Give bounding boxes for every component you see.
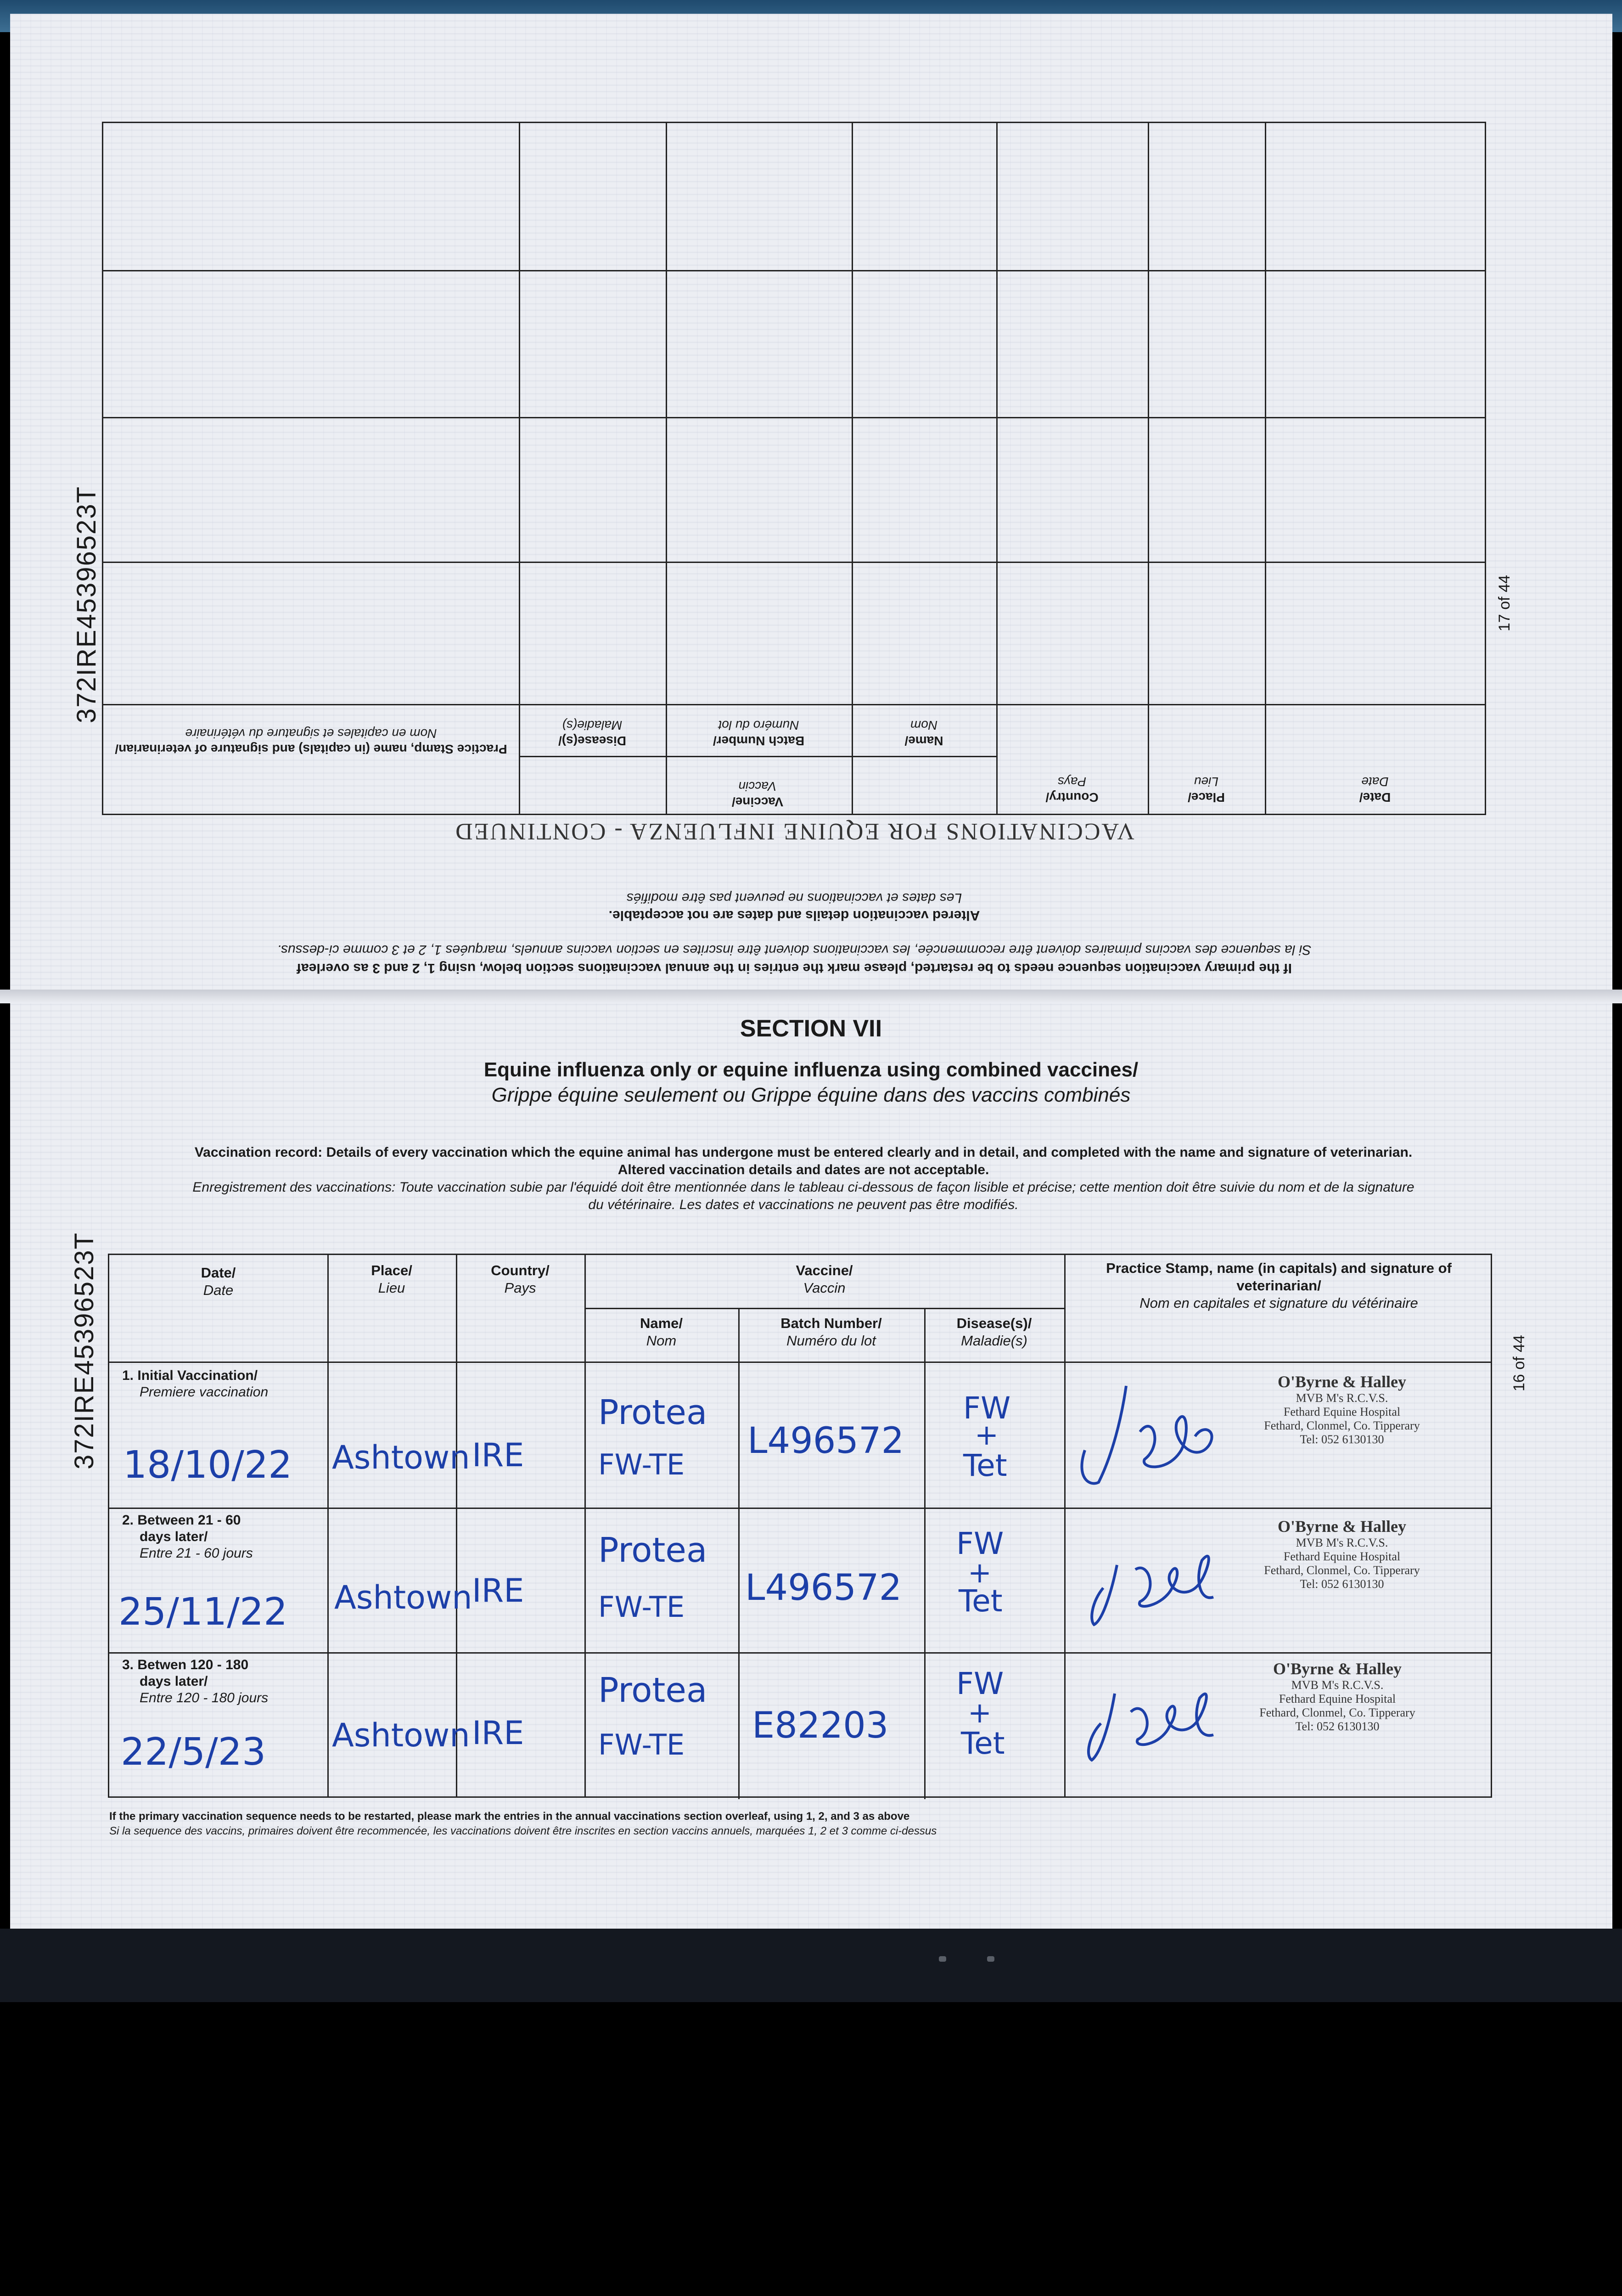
upper-document-id: 372IRE45396523T (72, 486, 101, 723)
row-1-disease-2: + (975, 1418, 999, 1452)
row-1-place: Ashtown (332, 1439, 470, 1476)
passport-cover (0, 1929, 1622, 2002)
row-1-batch: L496572 (747, 1420, 904, 1462)
upper-notice-fr: Les dates et vaccinations ne peuvent pas être modifiés (626, 890, 962, 906)
row-2-place: Ashtown (334, 1579, 472, 1616)
row-3-batch: E82203 (752, 1705, 889, 1746)
row-1-country: IRE (472, 1436, 524, 1474)
header-vaccine-name: Name/ Nom (640, 1315, 683, 1349)
section-title: SECTION VII (740, 1015, 882, 1042)
upper-header-name: Name/ Nom (904, 718, 943, 748)
upper-restart-fr: Si la sequence des vaccins primaires doivent être recommencée, les vaccinations doivent être inscrites en section vaccins annuels, marquées 1, 2 et 3 comme ci-dessus. (277, 942, 1312, 957)
row-3-vaccine-name-2: FW-TE (598, 1728, 685, 1761)
lower-document-id: 372IRE45396523T (69, 1232, 99, 1469)
row-1-date: 18/10/22 (123, 1443, 292, 1487)
row-3-label: 3. Betwen 120 - 180 days later/ Entre 120 - 180 jours (122, 1657, 269, 1705)
row-1-disease-3: Tet (963, 1448, 1007, 1483)
record-instructions-en-1: Vaccination record: Details of every vaccination which the equine animal has undergone must be entered clearly and in detail, and completed with the name and signature of veterinarian. (194, 1145, 1413, 1160)
row-1-disease-1: FW (963, 1390, 1011, 1426)
header-date: Date/ Date (201, 1265, 236, 1298)
footnote-en: If the primary vaccination sequence needs to be restarted, please mark the entries in the annual vaccinations section overleaf, using 1, 2, and 3 as above (109, 1810, 910, 1823)
row-2-date: 25/11/22 (118, 1590, 288, 1634)
row-2-disease-3: Tet (959, 1583, 1003, 1619)
upper-header-place: Place/ Lieu (1188, 775, 1225, 805)
lower-page-number: 16 of 44 (1510, 1335, 1528, 1391)
row-3-place: Ashtown (332, 1716, 470, 1754)
vaccination-table (108, 1254, 1492, 1798)
upper-header-country: Country/ Pays (1045, 775, 1099, 805)
upper-restart-en: If the primary vaccination sequence needs to be restarted, please mark the entries in the annual vaccinations section below, using 1, 2 and 3 as overleaf (297, 961, 1292, 976)
book-spine (0, 990, 1622, 1003)
section-subtitle-fr: Grippe équine seulement ou Grippe équine dans des vaccins combinés (491, 1084, 1131, 1106)
row-2-practice-stamp: O'Byrne & Halley MVB M's R.C.V.S. Fethard Equine Hospital Fethard, Clonmel, Co. Tipperary Tel: 052 6130130 (1264, 1517, 1420, 1591)
row-2-disease-2: + (968, 1556, 992, 1589)
row-1-vaccine-name-1: Protea (598, 1393, 707, 1432)
row-3-disease-3: Tet (961, 1726, 1005, 1761)
row-3-disease-2: + (968, 1696, 992, 1729)
row-2-vaccine-name-2: FW-TE (598, 1590, 685, 1624)
upper-header-date: Date/ Date (1359, 775, 1391, 805)
record-instructions-fr-1: Enregistrement des vaccinations: Toute vaccination subie par l'équidé doit être mentionnée dans le tableau ci-dessous de façon lisible et précise; cette mention doit être suivie du nom et de la signature (192, 1180, 1414, 1195)
row-3-country: IRE (472, 1714, 524, 1752)
footnote-fr: Si la sequence des vaccins, primaires doivent être recommencée, les vaccinations doivent être inscrites en section vaccins annuels, marquées 1, 2 et 3 comme ci-dessus (109, 1825, 937, 1837)
upper-header-stamp: Practice Stamp, name (in capitals) and signature of veterinarian/ Nom en capitales et signature du vétérinaire (115, 726, 507, 756)
upper-notice-en: Altered vaccination details and dates are not acceptable. (608, 908, 980, 923)
row-2-country: IRE (472, 1572, 524, 1609)
upper-header-disease: Disease(s)/ Maladie(s) (558, 718, 626, 748)
header-batch-number: Batch Number/ Numéro du lot (780, 1315, 882, 1349)
header-place: Place/ Lieu (371, 1262, 412, 1296)
row-2-vaccine-name-1: Protea (598, 1531, 707, 1570)
row-3-date: 22/5/23 (121, 1730, 266, 1774)
record-instructions-en-2: Altered vaccination details and dates are not acceptable. (617, 1162, 989, 1177)
row-1-label: 1. Initial Vaccination/ Premiere vaccination (122, 1368, 269, 1400)
header-practice-stamp: Practice Stamp, name (in capitals) and signature of veterinarian/ Nom en capitales et signature du vétérinaire (1106, 1260, 1452, 1311)
record-instructions-fr-2: du vétérinaire. Les dates et vaccinations ne peuvent pas être modifiés. (588, 1197, 1019, 1212)
upper-vaccination-grid (102, 122, 1486, 815)
row-2-label: 2. Between 21 - 60 days later/ Entre 21 - 60 jours (122, 1513, 253, 1561)
header-disease: Disease(s)/ Maladie(s) (956, 1315, 1032, 1349)
header-country: Country/ Pays (491, 1262, 550, 1296)
row-3-disease-1: FW (956, 1666, 1004, 1701)
row-2-batch: L496572 (745, 1567, 902, 1609)
upper-page-rotated-text (103, 799, 1485, 978)
upper-heading: VACCINATIONS FOR EQUINE INFLUENZA - CONTINUED (454, 818, 1134, 844)
header-vaccine: Vaccine/ Vaccin (796, 1262, 853, 1296)
row-1-practice-stamp: O'Byrne & Halley MVB M's R.C.V.S. Fethard Equine Hospital Fethard, Clonmel, Co. Tipperary Tel: 052 6130130 (1264, 1373, 1420, 1446)
row-3-practice-stamp: O'Byrne & Halley MVB M's R.C.V.S. Fethard Equine Hospital Fethard, Clonmel, Co. Tipperary Tel: 052 6130130 (1259, 1660, 1415, 1733)
section-subtitle-en: Equine influenza only or equine influenza using combined vaccines/ (483, 1058, 1139, 1081)
row-2-disease-1: FW (956, 1526, 1004, 1561)
row-3-vaccine-name-1: Protea (598, 1671, 707, 1710)
upper-header-batch: Batch Number/ Numéro du lot (713, 718, 805, 748)
row-1-vaccine-name-2: FW-TE (598, 1448, 685, 1481)
upper-header-vaccine: Vaccine/ Vaccin (731, 779, 784, 809)
upper-page-number: 17 of 44 (1496, 575, 1513, 631)
